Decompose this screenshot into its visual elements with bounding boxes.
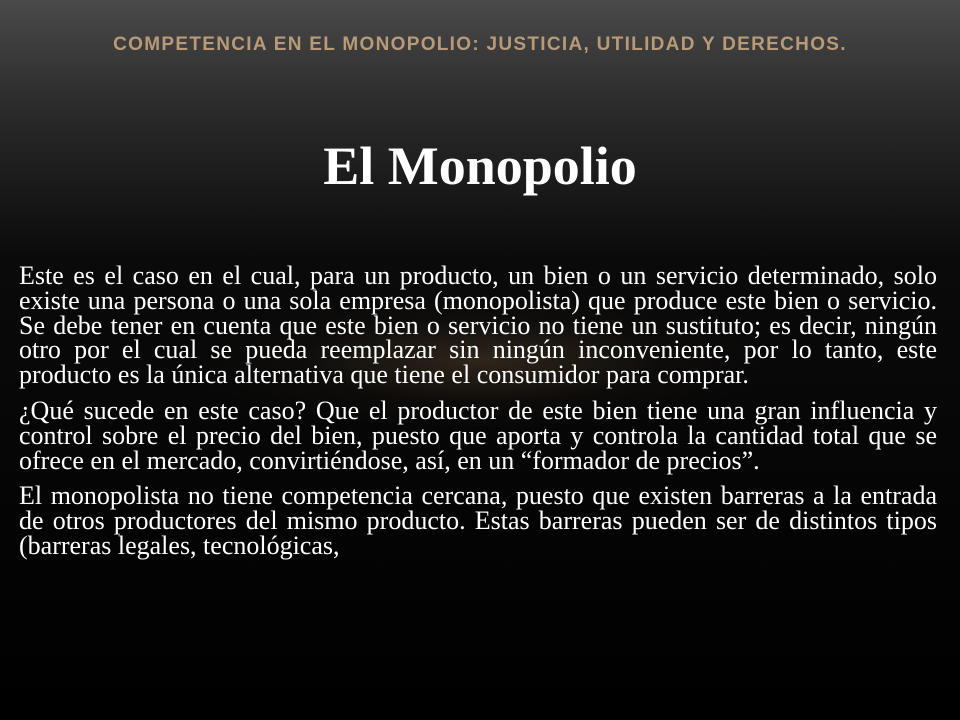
paragraph-definition: Este es el caso en el cual, para un producto, un bien o un servicio determinado, solo existe una persona o una sola empresa (monopolista) que produce este bien o servicio. Se debe tener en cuenta que este bien o servicio no tiene un sustituto; es decir, ningún otro por el cual se pueda reemplazar sin ningún inconveniente, por lo tanto, este producto es la única alternativa que tiene el consumidor para comprar. — [19, 261, 937, 390]
slide-body — [19, 261, 937, 570]
slide-header: COMPETENCIA EN EL MONOPOLIO: JUSTICIA, UTILIDAD Y DERECHOS. — [113, 34, 847, 55]
paragraph-barriers: El monopolista no tiene competencia cercana, puesto que existen barreras a la entrada de otros productores del mismo producto. Estas barreras pueden ser de distintos tipos (barreras legales, tecnológicas, — [19, 481, 937, 560]
slide-title: El Monopolio — [323, 136, 637, 196]
paragraph-question: ¿Qué sucede en este caso? Que el productor de este bien tiene una gran influencia y control sobre el precio del bien, puesto que aporta y controla la cantidad total que se ofrece en el mercado, convirtiéndose, así, en un “formador de precios”. — [19, 395, 937, 475]
